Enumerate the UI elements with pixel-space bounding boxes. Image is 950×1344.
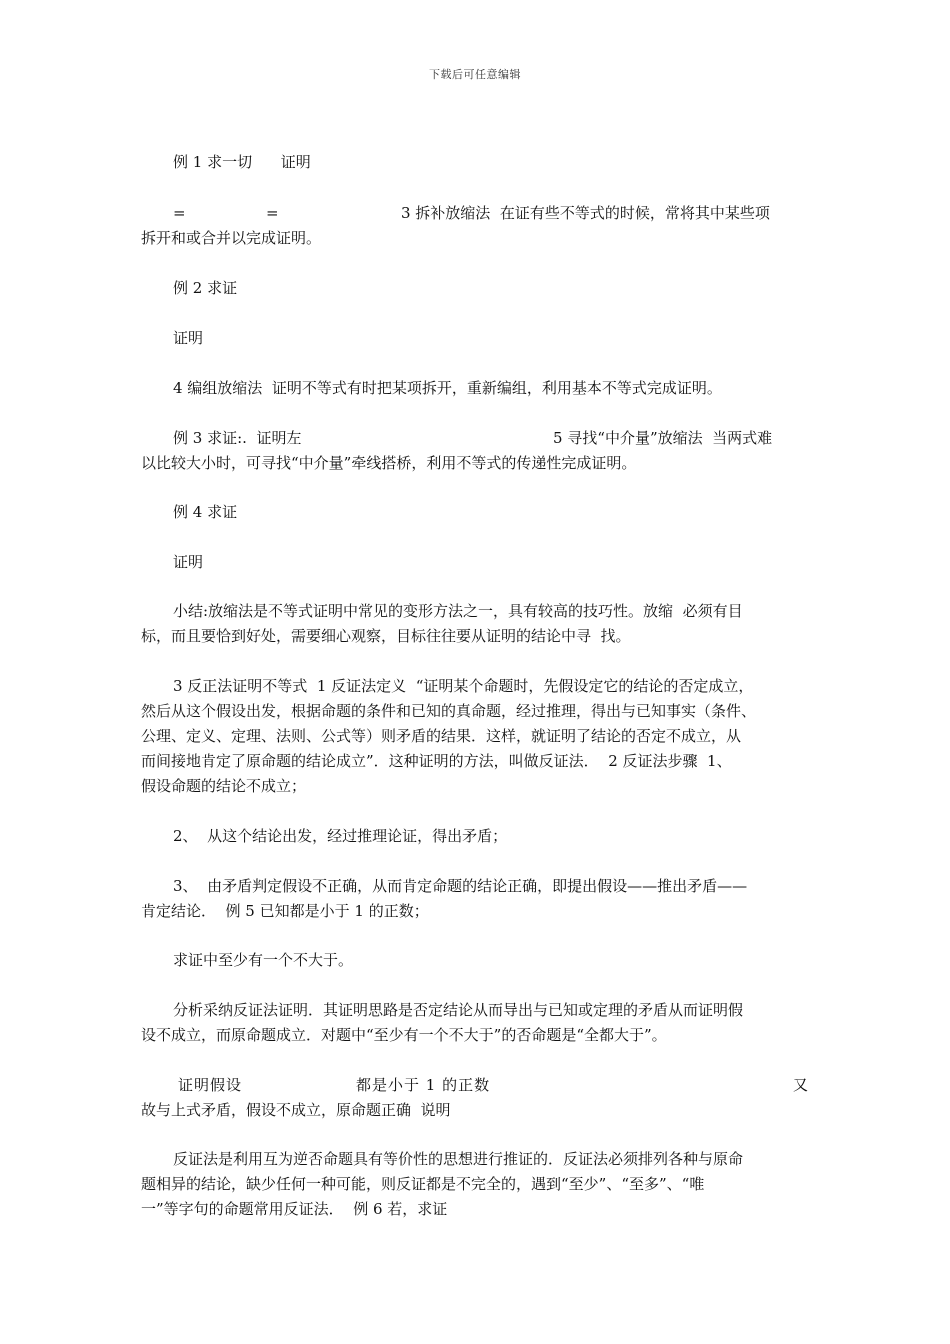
- step-3-line-1: 3、 由矛盾判定假设不正确，从而肯定命题的结论正确，即提出假设——推出矛盾——: [173, 877, 748, 895]
- proof-assume: 证明假设: [178, 1076, 243, 1094]
- proof-label-1: 证明: [173, 329, 204, 347]
- method-3-heading: 3 拆补放缩法 在证有些不等式的时候，常将其中某些项: [401, 204, 770, 222]
- proof-positive-numbers: 都是小于 1 的正数: [356, 1076, 491, 1094]
- analysis-line-2: 设不成立，而原命题成立．对题中“至少有一个不大于”的否命题是“全都大于”。: [141, 1026, 667, 1044]
- contradiction-line-1: 3 反正法证明不等式 1 反证法定义 “证明某个命题时，先假设定它的结论的否定成立，: [173, 677, 754, 695]
- proof-conclusion: 故与上式矛盾，假设不成立，原命题正确 说明: [141, 1101, 451, 1119]
- equals-sign-2: =: [266, 204, 279, 222]
- equals-sign-1: =: [173, 204, 186, 222]
- method-5-continuation: 以比较大小时，可寻找“中介量”牵线搭桥，利用不等式的传递性完成证明。: [141, 454, 637, 472]
- example-3-line: 例 3 求证:. 证明左: [173, 429, 302, 447]
- proof-label-2: 证明: [173, 553, 204, 571]
- page-header: 下载后可任意编辑: [429, 68, 521, 81]
- contradiction-line-3: 公理、定义、定理、法则、公式等）则矛盾的结果．这样，就证明了结论的否定不成立，从: [141, 727, 742, 745]
- contradiction-line-5: 假设命题的结论不成立；: [141, 777, 307, 795]
- method-3-continuation: 拆开和或合并以完成证明。: [141, 229, 322, 247]
- example-1-line: 例 1 求一切 证明: [173, 153, 311, 171]
- method-4-paragraph: 4 编组放缩法 证明不等式有时把某项拆开，重新编组，利用基本不等式完成证明。: [173, 379, 722, 397]
- contradiction-line-4: 而间接地肯定了原命题的结论成立”．这种证明的方法，叫做反证法． 2 反证法步骤 1、: [141, 752, 732, 770]
- example-5-goal: 求证中至少有一个不大于。: [173, 951, 354, 969]
- analysis-line-1: 分析采纳反证法证明．其证明思路是否定结论从而导出与已知或定理的矛盾从而证明假: [173, 1001, 744, 1019]
- contradiction-line-2: 然后从这个假设出发，根据命题的条件和已知的真命题，经过推理，得出与已知事实（条件、: [141, 702, 757, 720]
- summary-line-1: 小结:放缩法是不等式证明中常见的变形方法之一，具有较高的技巧性。放缩 必须有目: [173, 602, 743, 620]
- summary-line-2: 标，而且要恰到好处，需要细心观察，目标往往要从证明的结论中寻 找。: [141, 627, 631, 645]
- example-4-line: 例 4 求证: [173, 503, 238, 521]
- closing-line-1: 反证法是利用互为逆否命题具有等价性的思想进行推证的．反证法必须排列各种与原命: [173, 1150, 744, 1168]
- example-2-line: 例 2 求证: [173, 279, 238, 297]
- method-5-heading: 5 寻找“中介量”放缩法 当两式难: [553, 429, 773, 447]
- closing-line-2: 题相异的结论，缺少任何一种可能，则反证都是不完全的，遇到“至少”、“至多”、“唯: [141, 1175, 705, 1193]
- closing-line-3: 一”等字句的命题常用反证法． 例 6 若，求证: [141, 1200, 448, 1218]
- step-2-line: 2、 从这个结论出发，经过推理论证，得出矛盾；: [173, 827, 508, 845]
- step-3-line-2: 肯定结论． 例 5 已知都是小于 1 的正数；: [141, 902, 429, 920]
- proof-also: 又: [793, 1076, 809, 1094]
